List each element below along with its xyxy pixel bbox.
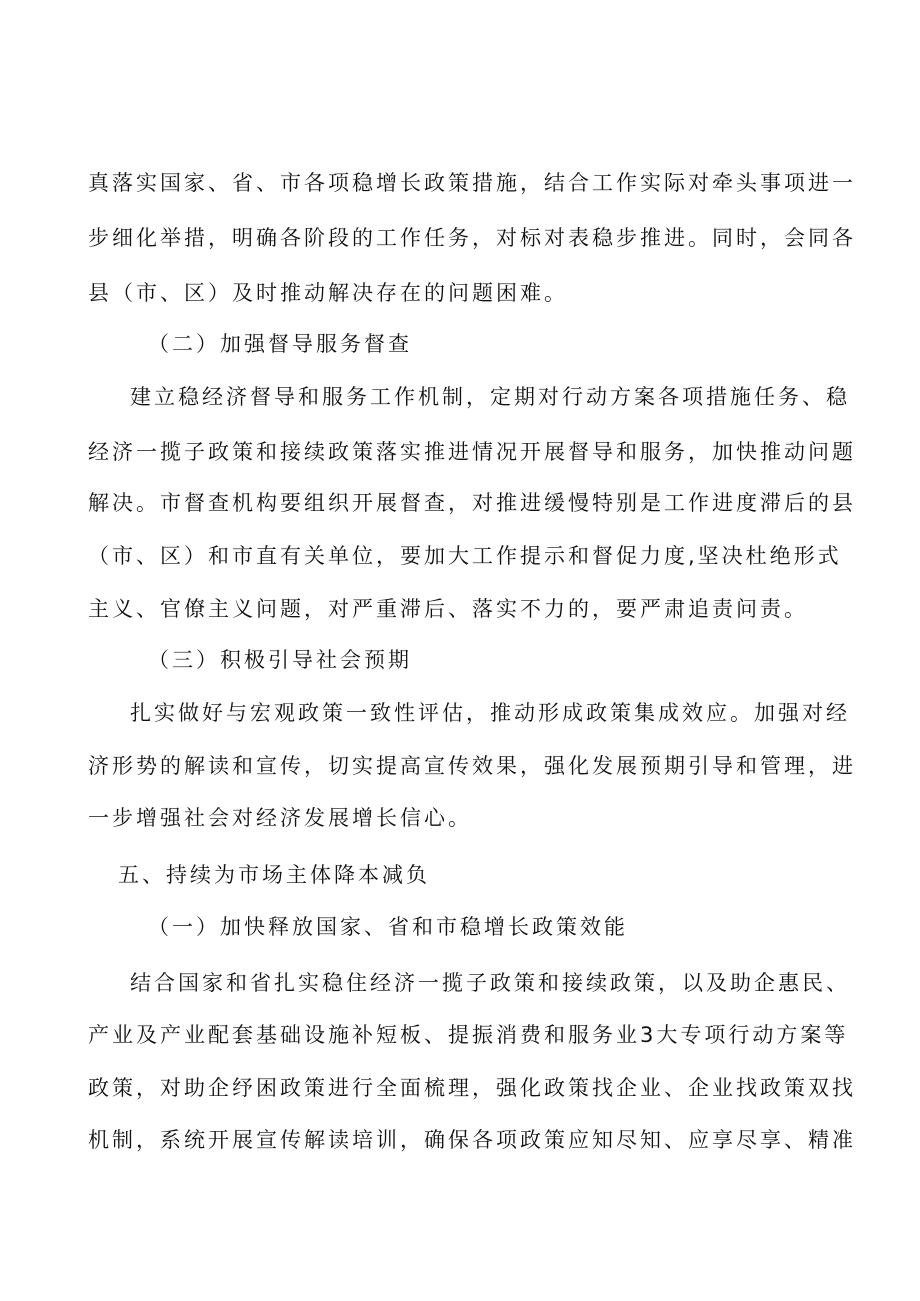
paragraph-line-18: 政策，对助企纾困政策进行全面梳理，强化政策找企业、企业找政策双找 xyxy=(88,1076,856,1100)
paragraph-line-17: 产业及产业配套基础设施补短板、提振消费和服务业3大专项行动方案等 xyxy=(88,1023,849,1047)
paragraph-line-7: 解决。市督查机构要组织开展督查，对推进缓慢特别是工作进度滞后的县 xyxy=(88,491,856,515)
paragraph-line-6: 经济一揽子政策和接续政策落实推进情况开展督导和服务，加快推动问题 xyxy=(88,440,856,464)
paragraph-line-5: 建立稳经济督导和服务工作机制，定期对行动方案各项措施任务、稳 xyxy=(130,385,850,409)
chapter-heading-5: 五、持续为市场主体降本减负 xyxy=(118,863,430,887)
paragraph-line-8: （市、区）和市直有关单位，要加大工作提示和督促力度,坚决杜绝形式 xyxy=(88,544,842,568)
paragraph-line-2: 步细化举措，明确各阶段的工作任务，对标对表稳步推进。同时，会同各 xyxy=(88,226,856,250)
paragraph-line-1: 真落实国家、省、市各项稳增长政策措施，结合工作实际对牵头事项进一 xyxy=(88,171,856,195)
paragraph-line-13: 一步增强社会对经济发展增长信心。 xyxy=(88,806,472,830)
section-heading-3: （三）积极引导社会预期 xyxy=(148,648,412,672)
paragraph-line-16: 结合国家和省扎实稳住经济一揽子政策和接续政策，以及助企惠民、 xyxy=(130,971,850,995)
section-heading-2: （二）加强督导服务督查 xyxy=(148,332,412,356)
paragraph-line-12: 济形势的解读和宣传，切实提高宣传效果，强化发展预期引导和管理，进 xyxy=(88,754,856,778)
paragraph-line-9: 主义、官僚主义问题，对严重滞后、落实不力的，要严肃追责问责。 xyxy=(88,597,808,621)
paragraph-line-19: 机制，系统开展宣传解读培训，确保各项政策应知尽知、应享尽享、精准 xyxy=(88,1128,856,1152)
paragraph-line-11: 扎实做好与宏观政策一致性评估，推动形成政策集成效应。加强对经 xyxy=(130,701,850,725)
paragraph-line-3: 县（市、区）及时推动解决存在的问题困难。 xyxy=(88,281,568,305)
section-heading-5-1: （一）加快释放国家、省和市稳增长政策效能 xyxy=(148,915,628,939)
